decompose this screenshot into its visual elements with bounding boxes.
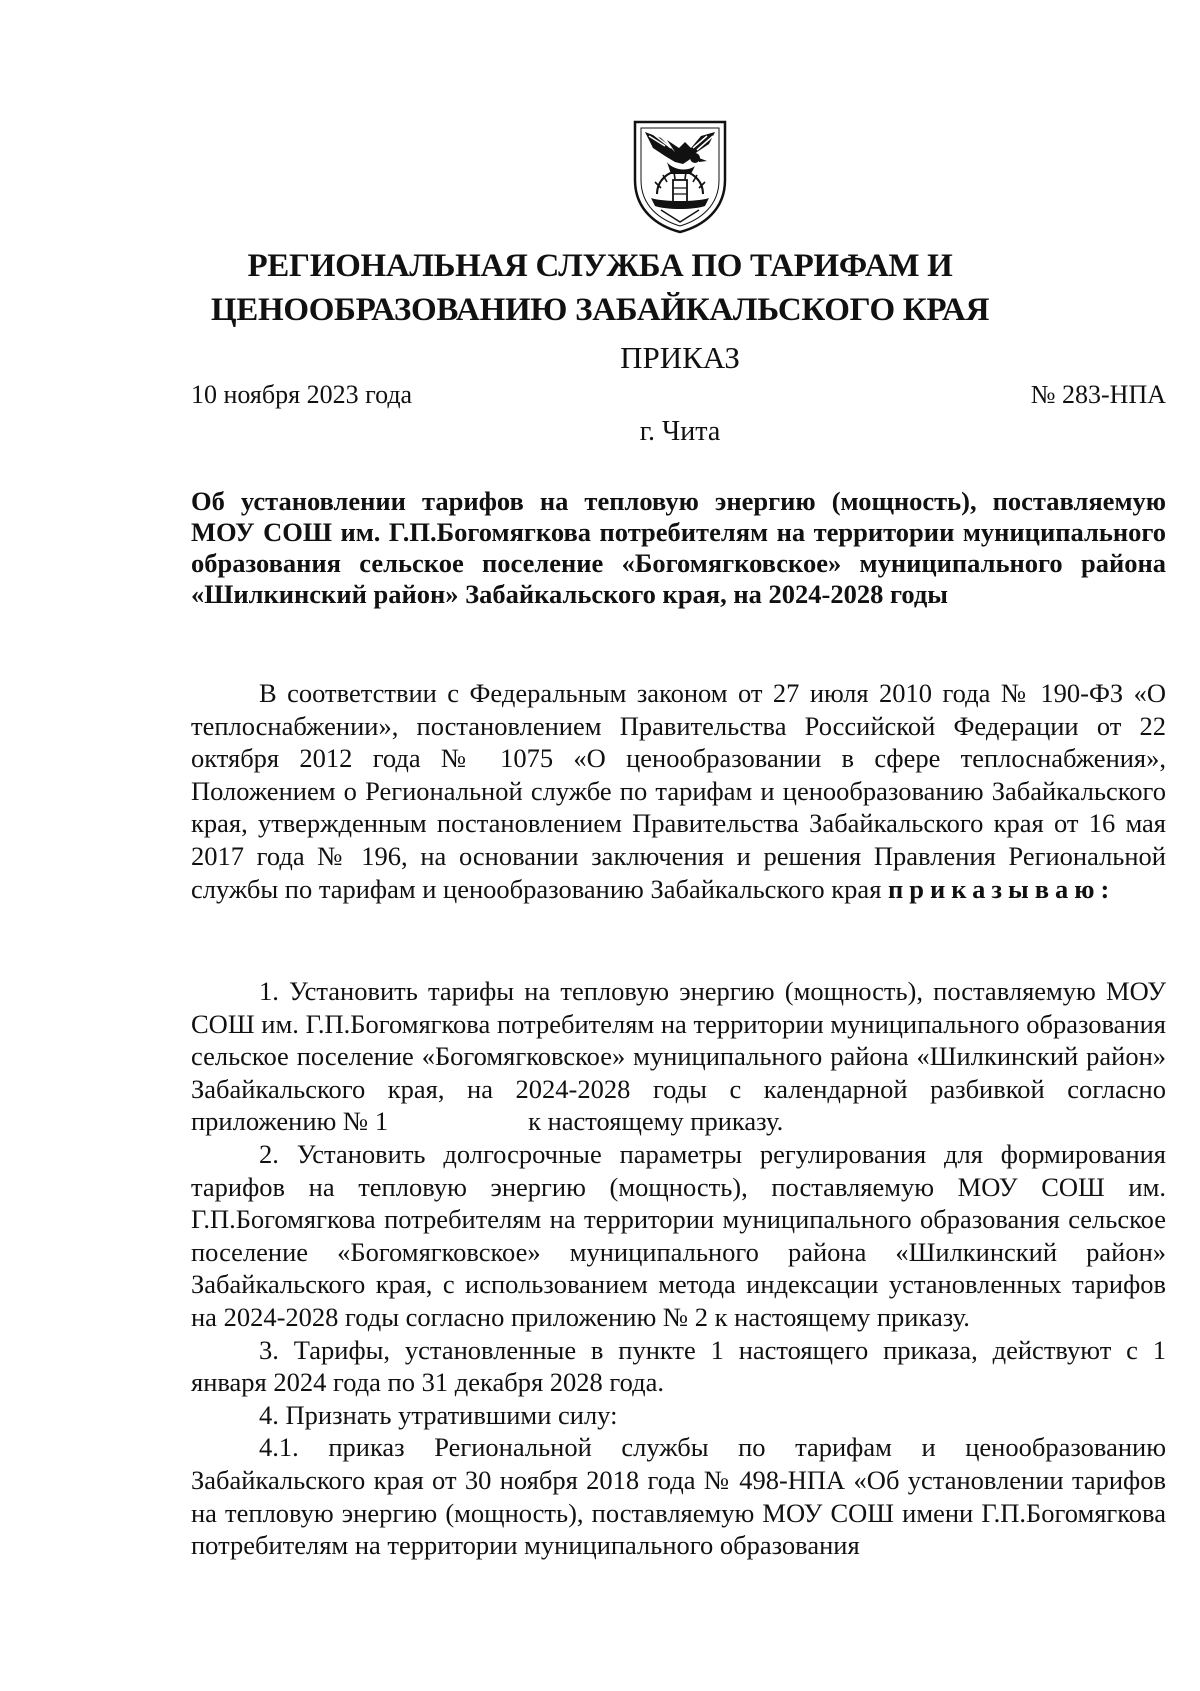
document-date: 10 ноября 2023 года	[191, 380, 413, 409]
intro-paragraph	[191, 677, 1166, 905]
order-item-2: 2. Установить долгосрочные параметры регулирования для формирования тарифов на тепловую энергию (мощность), поставляемую МОУ СОШ им. Г.П.Богомягкова потребителям на территории муниципального образования сельское поселение «Богомягковское» муниципального района «Шилкинский район» Забайкальского края, с использованием метода индексации установленных тарифов на 2024-2028 годы согласно приложению № 2 к настоящему приказу.	[191, 1138, 1166, 1332]
order-items	[191, 975, 1166, 1562]
organization-title-line-2: ЦЕНООБРАЗОВАНИЮ ЗАБАЙКАЛЬСКОГО КРАЯ	[210, 292, 990, 328]
order-item-3: 3. Тарифы, установленные в пункте 1 настоящего приказа, действуют с 1 января 2024 года по 31 декабря 2028 года.	[191, 1334, 1166, 1398]
organization-title	[180, 244, 1020, 332]
order-item-1-text: 1. Установить тарифы на тепловую энергию (мощность), поставляемую МОУ СОШ им. Г.П.Богомягкова потребителям на территории муниципального образования сельское поселение «Богомягковское» муниципального района «Шилкинский район» Забайкальского края, на 2024-2028 годы с календарной разбивкой согласно приложению № 1	[191, 976, 1166, 1137]
organization-title-line-1: РЕГИОНАЛЬНАЯ СЛУЖБА ПО ТАРИФАМ И	[247, 248, 953, 284]
order-item-4: 4. Признать утратившими силу:	[259, 1399, 618, 1430]
order-word: приказываю:	[888, 873, 1116, 904]
document-number: № 283-НПА	[1030, 380, 1166, 409]
coat-of-arms-icon	[631, 118, 729, 236]
order-item-1	[191, 975, 1166, 1138]
order-item-4-1: 4.1. приказ Региональной службы по тарифам и ценообразованию Забайкальского края от 30 ноября 2018 года № 498-НПА «Об установлении тарифов на тепловую энергию (мощность), поставляемую МОУ СОШ имени Г.П.Богомягкова потребителям на территории муниципального образования	[191, 1432, 1166, 1561]
order-item-1-tail: к настоящему приказу.	[528, 1106, 784, 1137]
document-type: ПРИКАЗ	[620, 340, 740, 375]
intro-text: В соответствии с Федеральным законом от 27 июля 2010 года № 190-ФЗ «О теплоснабжении», постановлением Правительства Российской Федерации от 22 октября 2012 года № 1075 «О ценообразовании в сфере теплоснабжения», Положением о Региональной службе по тарифам и ценообразованию Забайкальского края, утвержденным постановлением Правительства Забайкальского края от 16 мая 2017 года № 196, на основании заключения и решения Правления Региональной службы по тарифам и ценообразованию Забайкальского края	[191, 678, 1166, 904]
document-subject: Об установлении тарифов на тепловую энергию (мощность), поставляемую МОУ СОШ им. Г.П.Богомягкова потребителям на территории муниципального образования сельское поселение «Богомягковское» муниципального района «Шилкинский район» Забайкальского края, на 2024-2028 годы	[191, 486, 1166, 609]
document-city: г. Чита	[639, 416, 721, 447]
